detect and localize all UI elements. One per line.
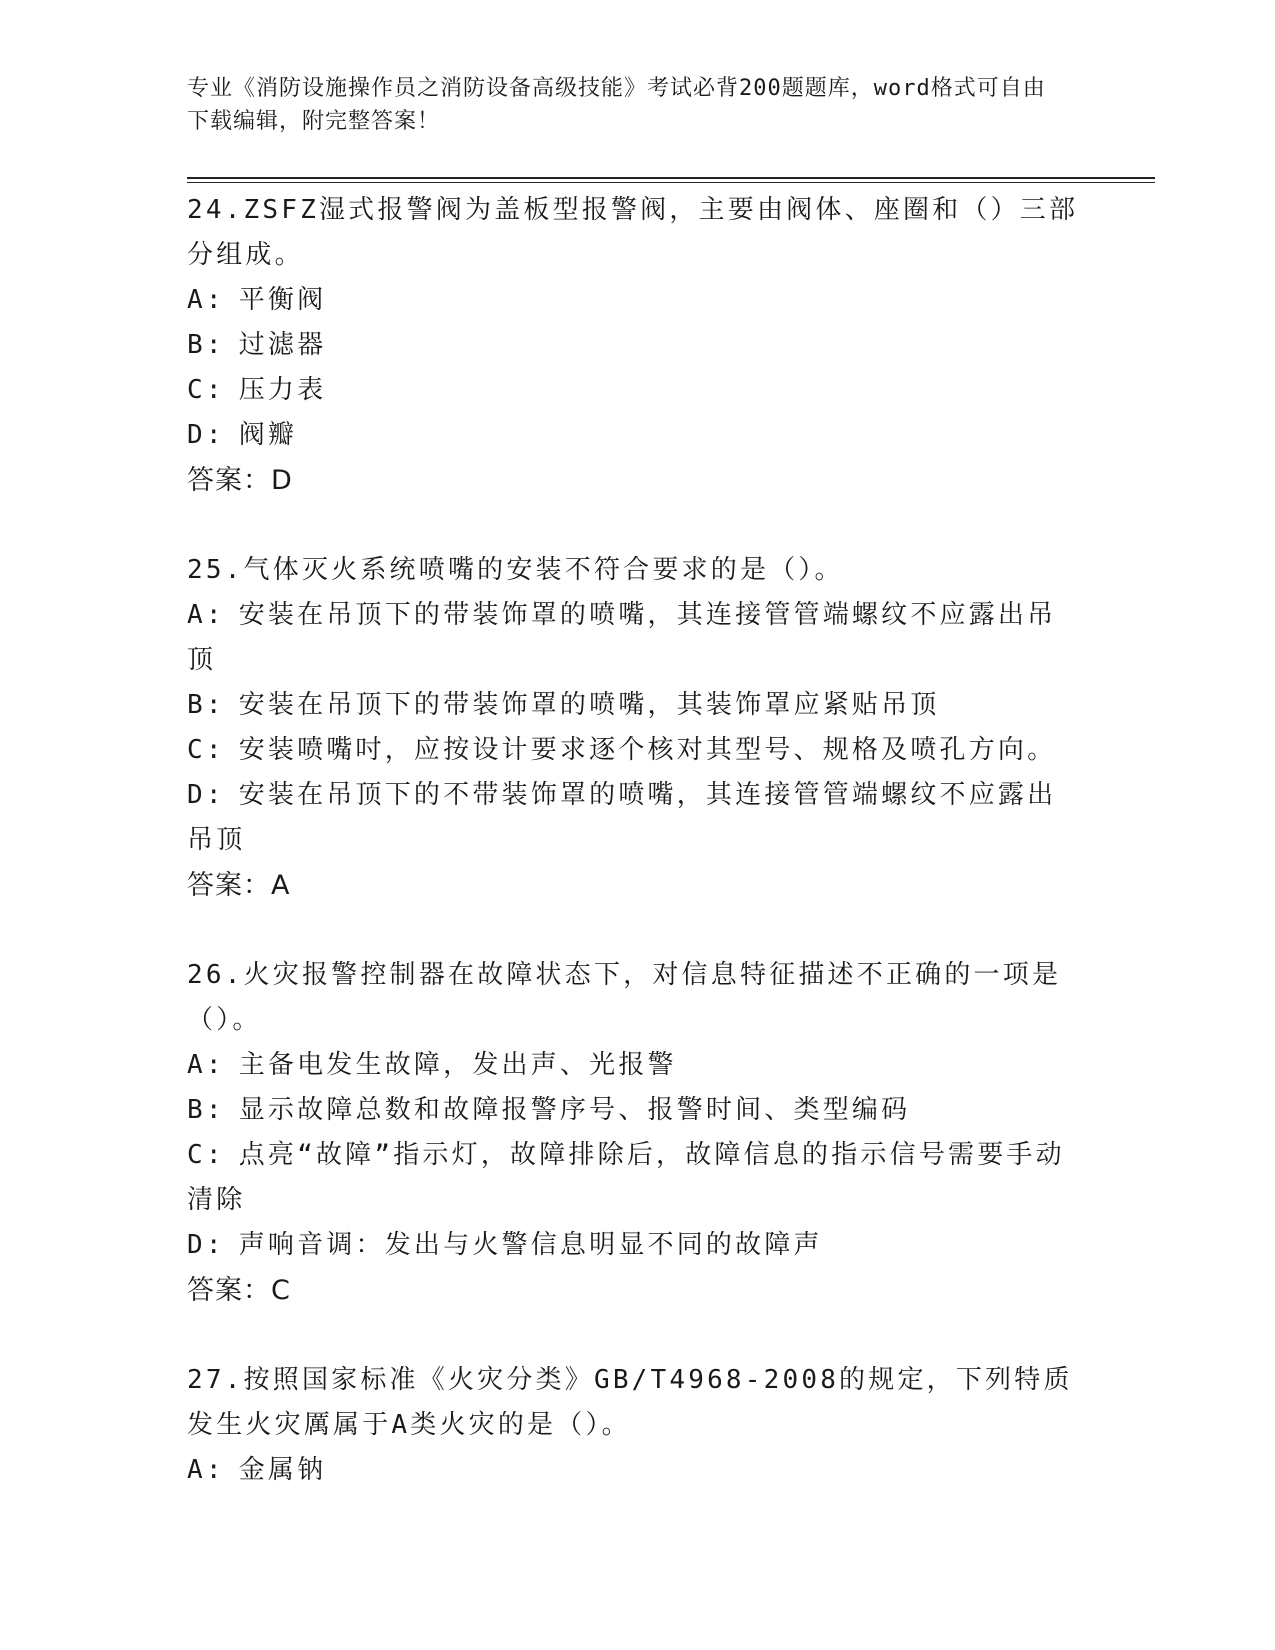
header-divider xyxy=(187,177,1155,179)
question-stem: 24.ZSFZ湿式报警阀为盖板型报警阀，主要由阀体、座圈和（）三部分组成。 xyxy=(187,195,1079,270)
question-list xyxy=(187,188,1082,1538)
question-24 xyxy=(187,188,1082,503)
option-key: C: xyxy=(187,1140,225,1170)
option-key: B: xyxy=(187,690,225,720)
option-key: D: xyxy=(187,780,225,810)
option-d xyxy=(187,1223,1082,1268)
option-text: 阀瓣 xyxy=(238,420,298,450)
option-b xyxy=(187,683,1082,728)
question-27 xyxy=(187,1358,1082,1493)
option-text: 压力表 xyxy=(238,375,327,405)
option-text: 金属钠 xyxy=(238,1455,327,1485)
question-stem: 26.火灾报警控制器在故障状态下，对信息特征描述不正确的一项是（）。 xyxy=(187,960,1062,1035)
option-key: D: xyxy=(187,1230,225,1260)
option-key: D: xyxy=(187,420,225,450)
option-key: C: xyxy=(187,375,225,405)
option-a xyxy=(187,1448,1082,1493)
option-text: 安装在吊顶下的带装饰罩的喷嘴，其装饰罩应紧贴吊顶 xyxy=(238,690,940,720)
header-divider-thin xyxy=(187,182,1155,183)
option-text: 过滤器 xyxy=(238,330,327,360)
option-text: 声响音调：发出与火警信息明显不同的故障声 xyxy=(238,1230,823,1260)
option-c xyxy=(187,368,1082,413)
question-stem: 27.按照国家标准《火灾分类》GB/T4968-2008的规定，下列特质发生火灾厲属于A类火灾的是（）。 xyxy=(187,1365,1073,1440)
document-header xyxy=(187,72,1067,138)
option-text: 安装在吊顶下的带装饰罩的喷嘴，其连接管管端螺纹不应露出吊顶 xyxy=(187,600,1057,675)
option-key: A: xyxy=(187,285,225,315)
option-c xyxy=(187,1133,1082,1223)
option-b xyxy=(187,323,1082,368)
answer-text: 答案：D xyxy=(187,465,293,496)
option-text: 平衡阀 xyxy=(238,285,327,315)
option-key: A: xyxy=(187,600,225,630)
option-a xyxy=(187,593,1082,683)
option-b xyxy=(187,1088,1082,1133)
option-text: 安装喷嘴吋，应按设计要求逐个核对其型号、规格及喷孔方向。 xyxy=(238,735,1057,765)
option-a xyxy=(187,1043,1082,1088)
question-stem: 25.气体灭火系统喷嘴的安装不符合要求的是（）。 xyxy=(187,555,844,585)
option-c xyxy=(187,728,1082,773)
option-a xyxy=(187,278,1082,323)
option-text: 点亮“故障”指示灯，故障排除后，故障信息的指示信号需要手动清除 xyxy=(187,1140,1065,1215)
answer-text: 答案：C xyxy=(187,1275,291,1306)
option-text: 安装在吊顶下的不带装饰罩的喷嘴，其连接管管端螺纹不应露出吊顶 xyxy=(187,780,1057,855)
option-key: B: xyxy=(187,330,225,360)
option-d xyxy=(187,413,1082,458)
question-26 xyxy=(187,953,1082,1313)
option-text: 显示故障总数和故障报警序号、报警时间、类型编码 xyxy=(238,1095,911,1125)
question-25 xyxy=(187,548,1082,908)
header-text: 专业《消防设施操作员之消防设备高级技能》考试必背200题题库，word格式可自由下载编辑，附完整答案！ xyxy=(187,76,1046,134)
option-key: C: xyxy=(187,735,225,765)
option-key: A: xyxy=(187,1455,225,1485)
option-key: B: xyxy=(187,1095,225,1125)
option-d xyxy=(187,773,1082,863)
answer-text: 答案：A xyxy=(187,870,291,901)
option-key: A: xyxy=(187,1050,225,1080)
option-text: 主备电发生故障，发出声、光报警 xyxy=(238,1050,677,1080)
